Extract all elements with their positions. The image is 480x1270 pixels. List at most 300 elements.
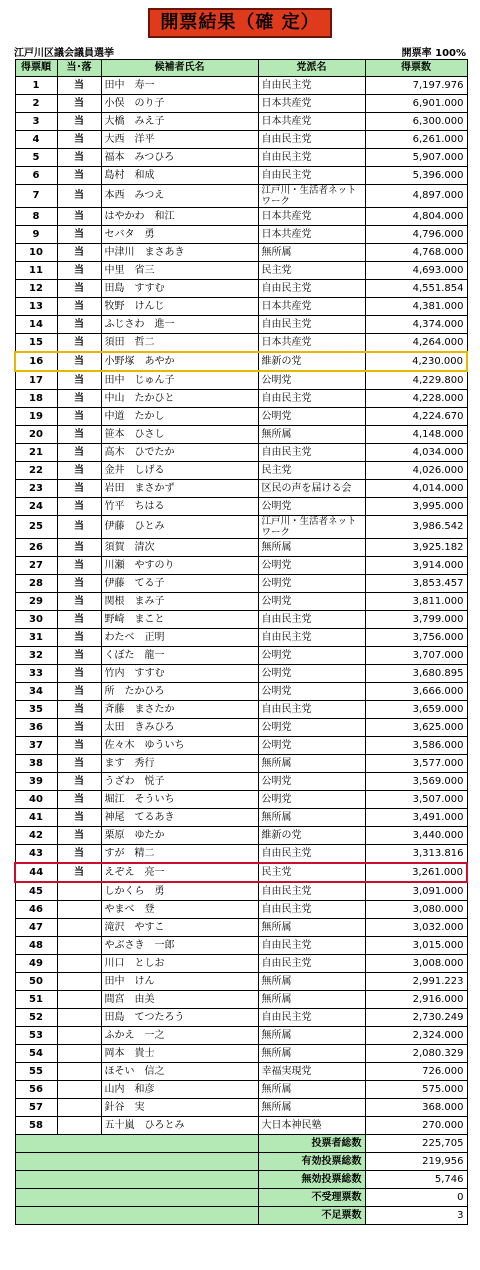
table-row (15, 244, 467, 262)
table-row (15, 426, 467, 444)
candidate-name-cell: 山内 和彦 (101, 1081, 258, 1099)
winlose-cell (57, 937, 101, 955)
votes-cell: 4,224.670 (365, 408, 467, 426)
candidate-name-cell: 小俣 のり子 (101, 95, 258, 113)
votes-cell: 2,080.329 (365, 1045, 467, 1063)
votes-cell: 3,577.000 (365, 755, 467, 773)
party-cell: 日本共産党 (258, 113, 365, 131)
summary-row (15, 1153, 467, 1171)
candidate-name-cell: やまべ 登 (101, 901, 258, 919)
votes-cell: 6,901.000 (365, 95, 467, 113)
candidate-name-cell: 伊藤 ひとみ (101, 516, 258, 539)
table-row (15, 262, 467, 280)
party-cell: 日本共産党 (258, 95, 365, 113)
winlose-cell: 当 (57, 845, 101, 864)
candidate-name-cell: 太田 きみひろ (101, 719, 258, 737)
summary-value: 225,705 (365, 1135, 467, 1153)
rank-cell: 28 (15, 575, 57, 593)
votes-cell: 4,228.000 (365, 390, 467, 408)
summary-spacer (15, 1189, 258, 1207)
rank-cell: 38 (15, 755, 57, 773)
winlose-cell (57, 1063, 101, 1081)
page-title: 開票結果（確 定） (148, 8, 331, 38)
winlose-cell: 当 (57, 701, 101, 719)
title-area (0, 8, 480, 38)
rank-cell: 52 (15, 1009, 57, 1027)
table-row (15, 444, 467, 462)
table-row (15, 665, 467, 683)
party-cell: 維新の党 (258, 352, 365, 371)
party-cell: 江戸川・生活者ネットワーク (258, 516, 365, 539)
winlose-cell: 当 (57, 611, 101, 629)
table-row (15, 719, 467, 737)
winlose-cell: 当 (57, 791, 101, 809)
candidate-name-cell: はやかわ 和江 (101, 208, 258, 226)
table-row (15, 1045, 467, 1063)
party-cell: 公明党 (258, 408, 365, 426)
table-row (15, 1027, 467, 1045)
table-row (15, 845, 467, 864)
table-row (15, 208, 467, 226)
winlose-cell (57, 1009, 101, 1027)
table-row (15, 1009, 467, 1027)
table-row (15, 95, 467, 113)
votes-cell: 4,693.000 (365, 262, 467, 280)
rank-cell: 48 (15, 937, 57, 955)
summary-row (15, 1135, 467, 1153)
party-cell: 公明党 (258, 683, 365, 701)
party-cell: 無所属 (258, 1045, 365, 1063)
rank-cell: 19 (15, 408, 57, 426)
table-row (15, 827, 467, 845)
table-row (15, 371, 467, 390)
rank-cell: 11 (15, 262, 57, 280)
votes-cell: 4,026.000 (365, 462, 467, 480)
rank-cell: 32 (15, 647, 57, 665)
candidate-name-cell: 田島 てつたろう (101, 1009, 258, 1027)
party-cell: 自由民主党 (258, 444, 365, 462)
winlose-cell (57, 973, 101, 991)
rank-cell: 36 (15, 719, 57, 737)
rank-cell: 47 (15, 919, 57, 937)
table-row (15, 516, 467, 539)
votes-cell: 368.000 (365, 1099, 467, 1117)
party-cell: 自由民主党 (258, 901, 365, 919)
rank-cell: 29 (15, 593, 57, 611)
votes-cell: 2,916.000 (365, 991, 467, 1009)
rank-cell: 49 (15, 955, 57, 973)
votes-cell: 270.000 (365, 1117, 467, 1135)
votes-cell: 3,799.000 (365, 611, 467, 629)
votes-cell: 4,034.000 (365, 444, 467, 462)
table-row (15, 611, 467, 629)
candidate-name-cell: ふじさわ 進一 (101, 316, 258, 334)
party-cell: 自由民主党 (258, 316, 365, 334)
winlose-cell: 当 (57, 683, 101, 701)
table-row (15, 1099, 467, 1117)
party-cell: 大日本神民塾 (258, 1117, 365, 1135)
rank-cell: 53 (15, 1027, 57, 1045)
rank-cell: 6 (15, 167, 57, 185)
winlose-cell: 当 (57, 208, 101, 226)
rank-cell: 23 (15, 480, 57, 498)
winlose-cell (57, 919, 101, 937)
rank-cell: 13 (15, 298, 57, 316)
party-cell: 民主党 (258, 863, 365, 882)
rank-cell: 22 (15, 462, 57, 480)
table-row (15, 773, 467, 791)
votes-cell: 3,491.000 (365, 809, 467, 827)
table-row (15, 352, 467, 371)
party-cell: 維新の党 (258, 827, 365, 845)
party-cell: 自由民主党 (258, 629, 365, 647)
table-row (15, 498, 467, 516)
table-row (15, 408, 467, 426)
party-cell: 自由民主党 (258, 882, 365, 901)
summary-value: 0 (365, 1189, 467, 1207)
party-cell: 自由民主党 (258, 167, 365, 185)
party-cell: 自由民主党 (258, 390, 365, 408)
party-cell: 自由民主党 (258, 77, 365, 95)
votes-cell: 2,991.223 (365, 973, 467, 991)
party-cell: 無所属 (258, 1027, 365, 1045)
candidate-name-cell: 岩田 まさかず (101, 480, 258, 498)
rank-cell: 50 (15, 973, 57, 991)
candidate-name-cell: 滝沢 やすこ (101, 919, 258, 937)
table-row (15, 791, 467, 809)
winlose-cell: 当 (57, 185, 101, 208)
candidate-name-cell: 小野塚 あやか (101, 352, 258, 371)
candidate-name-cell: セバタ 勇 (101, 226, 258, 244)
winlose-cell: 当 (57, 131, 101, 149)
votes-cell: 3,986.542 (365, 516, 467, 539)
candidate-name-cell: 五十嵐 ひろとみ (101, 1117, 258, 1135)
table-row (15, 755, 467, 773)
table-row (15, 882, 467, 901)
winlose-cell: 当 (57, 665, 101, 683)
table-row (15, 334, 467, 353)
rank-cell: 46 (15, 901, 57, 919)
candidate-name-cell: ます 秀行 (101, 755, 258, 773)
summary-label: 有効投票総数 (258, 1153, 365, 1171)
summary-row (15, 1171, 467, 1189)
winlose-cell (57, 1081, 101, 1099)
party-cell: 無所属 (258, 1081, 365, 1099)
votes-cell: 2,324.000 (365, 1027, 467, 1045)
party-cell: 自由民主党 (258, 131, 365, 149)
party-cell: 無所属 (258, 919, 365, 937)
winlose-cell: 当 (57, 719, 101, 737)
summary-value: 3 (365, 1207, 467, 1225)
rank-cell: 14 (15, 316, 57, 334)
summary-label: 不足票数 (258, 1207, 365, 1225)
candidate-name-cell: 堀江 そういち (101, 791, 258, 809)
party-cell: 公明党 (258, 371, 365, 390)
rank-cell: 24 (15, 498, 57, 516)
candidate-name-cell: 中津川 まさあき (101, 244, 258, 262)
table-row (15, 593, 467, 611)
winlose-cell: 当 (57, 226, 101, 244)
table-row (15, 298, 467, 316)
candidate-name-cell: 金井 しげる (101, 462, 258, 480)
rank-cell: 10 (15, 244, 57, 262)
summary-label: 投票者総数 (258, 1135, 365, 1153)
summary-row (15, 1207, 467, 1225)
rank-cell: 41 (15, 809, 57, 827)
winlose-cell: 当 (57, 352, 101, 371)
candidate-name-cell: 田島 すすむ (101, 280, 258, 298)
party-cell: 自由民主党 (258, 1009, 365, 1027)
winlose-cell: 当 (57, 629, 101, 647)
votes-cell: 5,907.000 (365, 149, 467, 167)
party-cell: 区民の声を届ける会 (258, 480, 365, 498)
votes-cell: 4,768.000 (365, 244, 467, 262)
party-cell: 公明党 (258, 791, 365, 809)
votes-cell: 5,396.000 (365, 167, 467, 185)
winlose-cell: 当 (57, 773, 101, 791)
votes-cell: 4,804.000 (365, 208, 467, 226)
votes-cell: 3,680.895 (365, 665, 467, 683)
rank-cell: 16 (15, 352, 57, 371)
votes-cell: 3,914.000 (365, 557, 467, 575)
header-votes: 得票数 (365, 60, 467, 77)
summary-spacer (15, 1153, 258, 1171)
candidate-name-cell: 野崎 まこと (101, 611, 258, 629)
winlose-cell: 当 (57, 113, 101, 131)
rank-cell: 58 (15, 1117, 57, 1135)
winlose-cell: 当 (57, 498, 101, 516)
summary-value: 5,746 (365, 1171, 467, 1189)
election-name: 江戸川区議会議員選挙 (14, 48, 114, 59)
rank-cell: 25 (15, 516, 57, 539)
party-cell: 公明党 (258, 593, 365, 611)
candidate-name-cell: 針谷 実 (101, 1099, 258, 1117)
table-row (15, 557, 467, 575)
party-cell: 公明党 (258, 557, 365, 575)
votes-cell: 4,229.800 (365, 371, 467, 390)
candidate-name-cell: 高木 ひでたか (101, 444, 258, 462)
candidate-name-cell: 岡本 貴士 (101, 1045, 258, 1063)
table-row (15, 575, 467, 593)
table-row (15, 539, 467, 557)
votes-cell: 6,261.000 (365, 131, 467, 149)
count-rate: 開票率 100% (401, 48, 466, 59)
winlose-cell (57, 1099, 101, 1117)
table-row (15, 113, 467, 131)
winlose-cell: 当 (57, 827, 101, 845)
rank-cell: 31 (15, 629, 57, 647)
summary-spacer (15, 1135, 258, 1153)
party-cell: 無所属 (258, 539, 365, 557)
table-row (15, 77, 467, 95)
party-cell: 公明党 (258, 647, 365, 665)
rank-cell: 5 (15, 149, 57, 167)
votes-cell: 3,666.000 (365, 683, 467, 701)
candidate-name-cell: 笹本 ひさし (101, 426, 258, 444)
winlose-cell: 当 (57, 408, 101, 426)
header-name: 候補者氏名 (101, 60, 258, 77)
votes-cell: 4,897.000 (365, 185, 467, 208)
rank-cell: 56 (15, 1081, 57, 1099)
table-row (15, 316, 467, 334)
party-cell: 幸福実現党 (258, 1063, 365, 1081)
table-row (15, 1081, 467, 1099)
header-rank: 得票順 (15, 60, 57, 77)
candidate-name-cell: えぞえ 亮一 (101, 863, 258, 882)
candidate-name-cell: 本西 みつえ (101, 185, 258, 208)
winlose-cell: 当 (57, 755, 101, 773)
votes-cell: 3,313.816 (365, 845, 467, 864)
rank-cell: 51 (15, 991, 57, 1009)
candidate-name-cell: 間宮 由美 (101, 991, 258, 1009)
party-cell: 自由民主党 (258, 280, 365, 298)
winlose-cell: 当 (57, 539, 101, 557)
party-cell: 無所属 (258, 755, 365, 773)
table-row (15, 701, 467, 719)
candidate-name-cell: 斉藤 まさたか (101, 701, 258, 719)
candidate-name-cell: 川瀬 やすのり (101, 557, 258, 575)
party-cell: 日本共産党 (258, 226, 365, 244)
summary-label: 不受理票数 (258, 1189, 365, 1207)
rank-cell: 20 (15, 426, 57, 444)
table-row (15, 131, 467, 149)
party-cell: 民主党 (258, 262, 365, 280)
votes-cell: 3,261.000 (365, 863, 467, 882)
table-row (15, 1117, 467, 1135)
winlose-cell: 当 (57, 149, 101, 167)
candidate-name-cell: 中山 たかひと (101, 390, 258, 408)
candidate-name-cell: 竹内 すすむ (101, 665, 258, 683)
candidate-name-cell: 福本 みつひろ (101, 149, 258, 167)
candidate-name-cell: 中道 たかし (101, 408, 258, 426)
winlose-cell: 当 (57, 516, 101, 539)
winlose-cell (57, 882, 101, 901)
votes-cell: 3,507.000 (365, 791, 467, 809)
votes-cell: 3,659.000 (365, 701, 467, 719)
votes-cell: 3,995.000 (365, 498, 467, 516)
party-cell: 無所属 (258, 1099, 365, 1117)
winlose-cell: 当 (57, 316, 101, 334)
table-row (15, 480, 467, 498)
winlose-cell: 当 (57, 298, 101, 316)
rank-cell: 26 (15, 539, 57, 557)
votes-cell: 4,264.000 (365, 334, 467, 353)
winlose-cell (57, 1045, 101, 1063)
winlose-cell: 当 (57, 426, 101, 444)
rank-cell: 7 (15, 185, 57, 208)
summary-body (15, 1135, 467, 1225)
votes-cell: 3,008.000 (365, 955, 467, 973)
table-row (15, 226, 467, 244)
votes-cell: 7,197.976 (365, 77, 467, 95)
table-row (15, 809, 467, 827)
rank-cell: 4 (15, 131, 57, 149)
table-row (15, 462, 467, 480)
rank-cell: 37 (15, 737, 57, 755)
rank-cell: 35 (15, 701, 57, 719)
table-row (15, 149, 467, 167)
winlose-cell: 当 (57, 809, 101, 827)
candidate-name-cell: やぶさき 一郎 (101, 937, 258, 955)
winlose-cell: 当 (57, 462, 101, 480)
party-cell: 無所属 (258, 991, 365, 1009)
winlose-cell: 当 (57, 557, 101, 575)
party-cell: 無所属 (258, 973, 365, 991)
winlose-cell: 当 (57, 244, 101, 262)
votes-cell: 4,374.000 (365, 316, 467, 334)
votes-cell: 3,853.457 (365, 575, 467, 593)
party-cell: 公明党 (258, 575, 365, 593)
summary-spacer (15, 1207, 258, 1225)
rank-cell: 34 (15, 683, 57, 701)
party-cell: 自由民主党 (258, 611, 365, 629)
table-row (15, 647, 467, 665)
party-cell: 自由民主党 (258, 937, 365, 955)
table-row (15, 280, 467, 298)
summary-label: 無効投票総数 (258, 1171, 365, 1189)
winlose-cell (57, 901, 101, 919)
table-row (15, 991, 467, 1009)
rank-cell: 57 (15, 1099, 57, 1117)
winlose-cell: 当 (57, 77, 101, 95)
votes-cell: 3,756.000 (365, 629, 467, 647)
party-cell: 江戸川・生活者ネットワーク (258, 185, 365, 208)
rank-cell: 3 (15, 113, 57, 131)
winlose-cell: 当 (57, 371, 101, 390)
header-row (15, 60, 467, 77)
rank-cell: 43 (15, 845, 57, 864)
party-cell: 自由民主党 (258, 955, 365, 973)
candidate-name-cell: 所 たかひろ (101, 683, 258, 701)
summary-row (15, 1189, 467, 1207)
rank-cell: 45 (15, 882, 57, 901)
winlose-cell: 当 (57, 444, 101, 462)
party-cell: 自由民主党 (258, 149, 365, 167)
votes-cell: 3,091.000 (365, 882, 467, 901)
party-cell: 日本共産党 (258, 298, 365, 316)
candidate-name-cell: 川口 としお (101, 955, 258, 973)
table-row (15, 919, 467, 937)
table-row (15, 973, 467, 991)
winlose-cell: 当 (57, 863, 101, 882)
votes-cell: 3,440.000 (365, 827, 467, 845)
rank-cell: 1 (15, 77, 57, 95)
table-row (15, 901, 467, 919)
rank-cell: 44 (15, 863, 57, 882)
candidate-name-cell: ふかえ 一之 (101, 1027, 258, 1045)
header-winlose: 当･落 (57, 60, 101, 77)
table-row (15, 937, 467, 955)
winlose-cell: 当 (57, 737, 101, 755)
candidate-name-cell: 島村 和成 (101, 167, 258, 185)
party-cell: 公明党 (258, 719, 365, 737)
rank-cell: 27 (15, 557, 57, 575)
winlose-cell: 当 (57, 262, 101, 280)
candidate-name-cell: 佐々木 ゆういち (101, 737, 258, 755)
table-row (15, 737, 467, 755)
party-cell: 自由民主党 (258, 845, 365, 864)
winlose-cell (57, 955, 101, 973)
rank-cell: 17 (15, 371, 57, 390)
party-cell: 公明党 (258, 773, 365, 791)
party-cell: 公明党 (258, 498, 365, 516)
votes-cell: 3,032.000 (365, 919, 467, 937)
party-cell: 無所属 (258, 244, 365, 262)
votes-cell: 4,551.854 (365, 280, 467, 298)
candidate-name-cell: 須賀 清次 (101, 539, 258, 557)
rank-cell: 33 (15, 665, 57, 683)
header-party: 党派名 (258, 60, 365, 77)
